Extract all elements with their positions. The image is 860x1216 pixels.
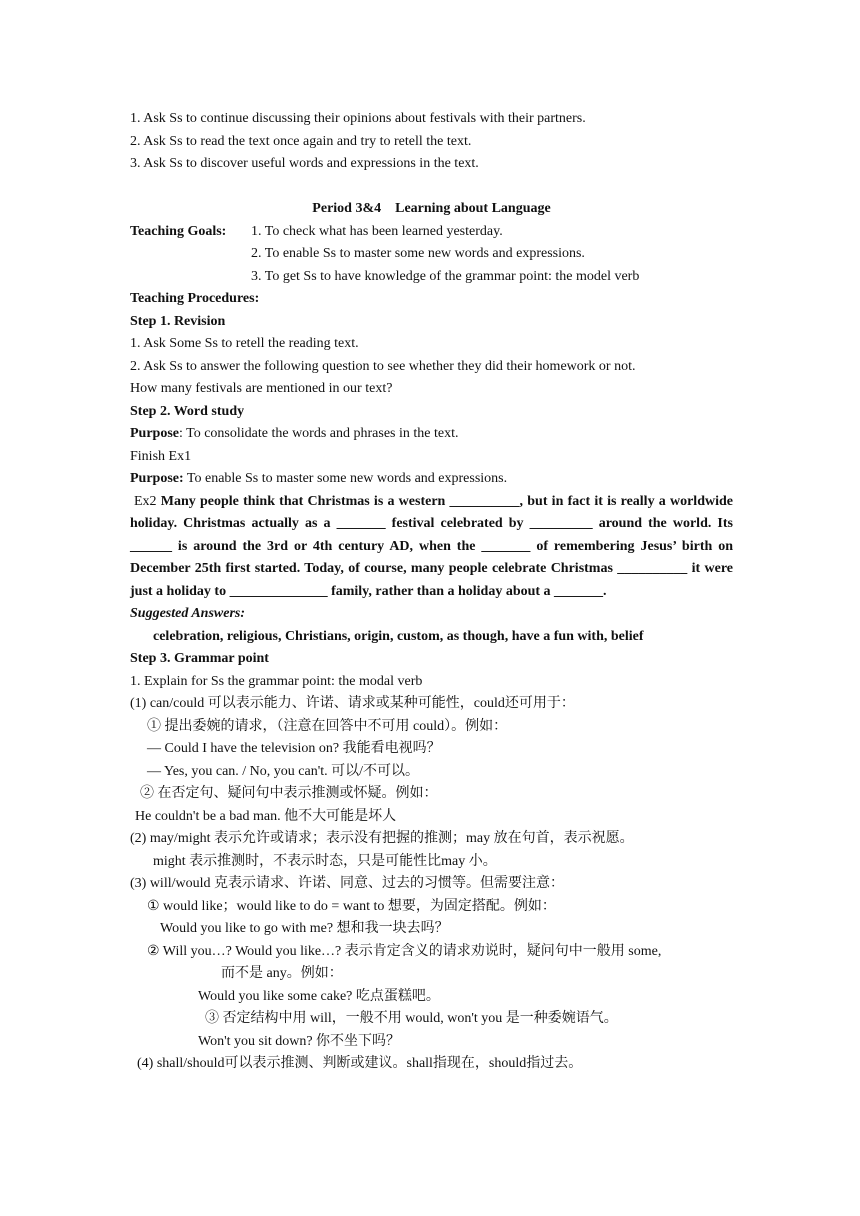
teaching-goals: [130, 221, 733, 244]
ex2-paragraph: [130, 491, 733, 604]
grammar-line: 而不是 any。例如：: [221, 966, 343, 981]
purpose-line: [130, 468, 733, 491]
suggested-answers-label: Suggested Answers:: [130, 606, 246, 621]
grammar-line: Would you like some cake? 吃点蛋糕吧。: [198, 988, 440, 1004]
grammar-line: ② Will you…? Would you like…? 表示肯定含义的请求劝说时，疑问句中一般用 some,: [147, 943, 662, 959]
intro-step: 2. Ask Ss to read the text once again and try to retell the text.: [130, 133, 472, 149]
grammar-line: — Could I have the television on? 我能看电视吗？: [147, 741, 441, 756]
suggested-answers: celebration, religious, Christians, origin, custom, as though, have a fun with, belief: [153, 628, 644, 644]
grammar-line: ③ 否定结构中用 will，一般不用 would, won't you 是一种委婉语气。: [205, 1011, 618, 1026]
grammar-line: 1. Explain for Ss the grammar point: the modal verb: [130, 673, 423, 689]
grammar-line: (2) may/might 表示允许或请求；表示没有把握的推测；may 放在句首，表示祝愿。: [130, 831, 634, 846]
step1-heading: Step 1. Revision: [130, 313, 226, 329]
finish-ex1: Finish Ex1: [130, 448, 192, 464]
intro-step: 1. Ask Ss to continue discussing their opinions about festivals with their partners.: [130, 111, 586, 126]
teaching-goal-item: 3. To get Ss to have knowledge of the grammar point: the model verb: [251, 268, 640, 284]
step1-line: 2. Ask Ss to answer the following question to see whether they did their homework or not.: [130, 358, 636, 374]
ex2-prefix: Ex2: [134, 493, 161, 509]
step1-line: How many festivals are mentioned in our text?: [130, 381, 393, 396]
purpose-label: Purpose: [130, 426, 179, 441]
teaching-goal-item: 2. To enable Ss to master some new words and expressions.: [251, 246, 585, 261]
grammar-line: (4) shall/should可以表示推测、判断或建议。shall指现在，should指过去。: [137, 1056, 583, 1071]
ex2-text: Many people think that Christmas is a western __________, but in fact it is really a worldwide holiday. Christmas actually as a _______ festival celebrated by _________ around the world. Its ______ is around the 3rd or 4th century AD, when the _______ of remembering Jesus’ birth on December 25th first started. Today, of course, many people celebrate Christmas __________ it were just a holiday to ______________ family, rather than a holiday about a _______.: [130, 493, 733, 599]
grammar-line: (1) can/could 可以表示能力、许诺、请求或某种可能性，could还可用于：: [130, 696, 575, 711]
grammar-line: might 表示推测时，不表示时态，只是可能性比may 小。: [153, 853, 497, 869]
purpose-line: [130, 423, 733, 446]
grammar-line: ① 提出委婉的请求，（注意在回答中不可用 could）。例如：: [147, 718, 508, 734]
document-page: [130, 108, 733, 1076]
purpose-text: : To consolidate the words and phrases in the text.: [179, 426, 459, 441]
step1-line: 1. Ask Some Ss to retell the reading text.: [130, 336, 359, 351]
grammar-line: Would you like to go with me? 想和我一块去吗？: [160, 921, 449, 936]
step2-heading: Step 2. Word study: [130, 403, 245, 419]
teaching-goal-item: 1. To check what has been learned yesterday.: [251, 223, 503, 239]
step3-heading: Step 3. Grammar point: [130, 651, 269, 666]
intro-step: 3. Ask Ss to discover useful words and expressions in the text.: [130, 156, 479, 171]
grammar-line: He couldn't be a bad man. 他不大可能是坏人: [135, 808, 397, 824]
period-title: Period 3&4 Learning about Language: [312, 201, 551, 216]
grammar-line: ① would like；would like to do = want to 想要，为固定搭配。例如：: [147, 898, 556, 914]
grammar-line: ② 在否定句、疑问句中表示推测或怀疑。例如：: [140, 786, 438, 801]
grammar-line: — Yes, you can. / No, you can't. 可以/不可以。: [147, 763, 420, 779]
purpose-label: Purpose:: [130, 471, 184, 486]
grammar-line: Won't you sit down? 你不坐下吗？: [198, 1033, 401, 1049]
grammar-line: (3) will/would 克表示请求、许诺、同意、过去的习惯等。但需要注意：: [130, 876, 564, 891]
purpose-text: To enable Ss to master some new words and expressions.: [183, 471, 508, 486]
teaching-goals-label: Teaching Goals:: [130, 223, 227, 239]
procedures-heading: Teaching Procedures:: [130, 291, 260, 306]
